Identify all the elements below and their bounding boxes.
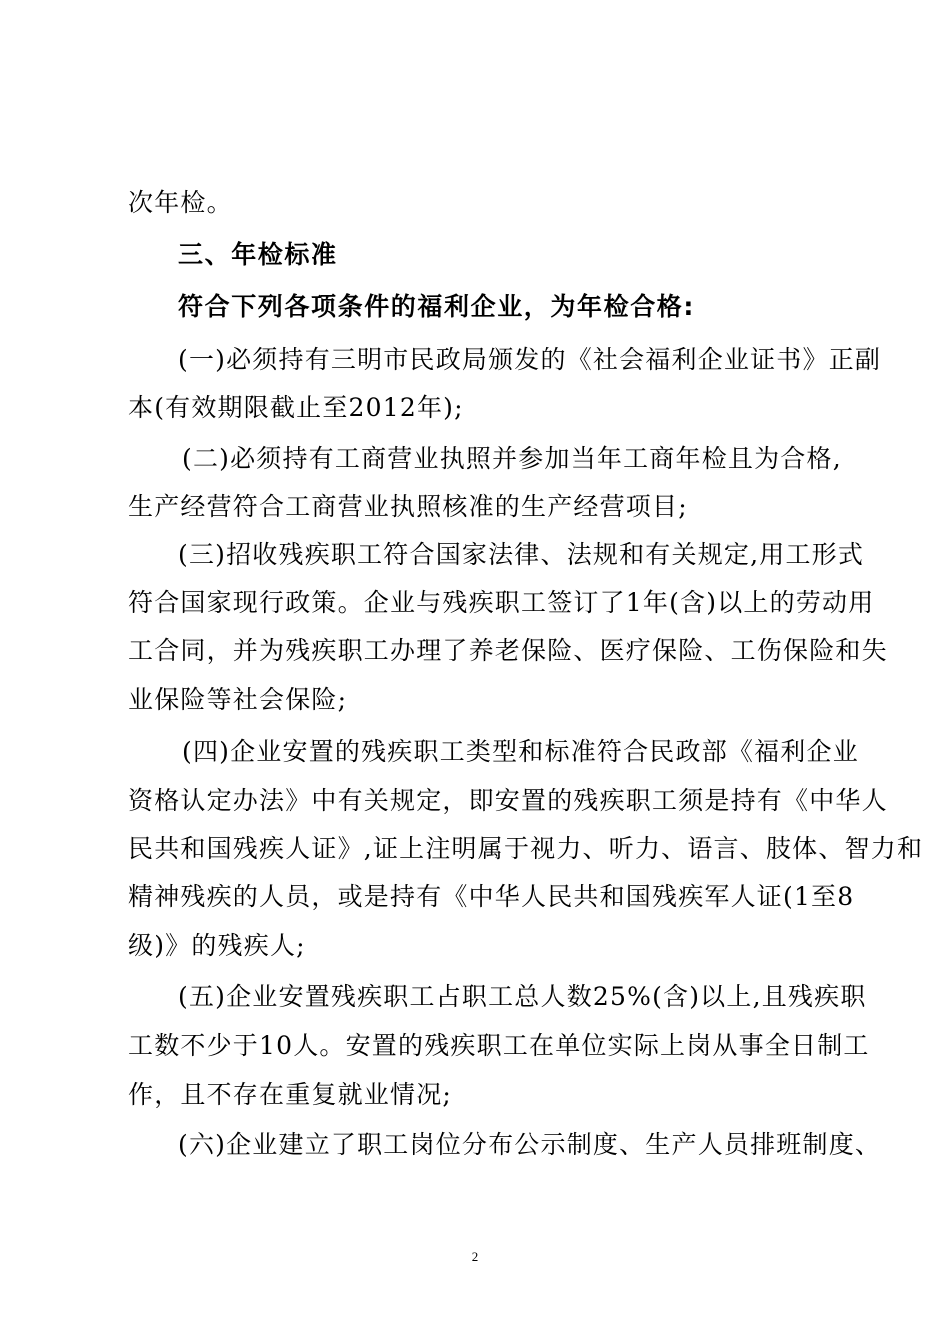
section-heading: 三、年检标准	[178, 240, 338, 269]
page-number: 2	[471, 1249, 479, 1264]
clause-2-line-2: 生产经营符合工商营业执照核准的生产经营项目;	[128, 492, 688, 521]
clause-3-line-1: (三)招收残疾职工符合国家法律、法规和有关规定,用工形式	[178, 540, 865, 569]
clause-3-line-3: 工合同，并为残疾职工办理了养老保险、医疗保险、工伤保险和失	[128, 636, 888, 665]
section-intro: 符合下列各项条件的福利企业，为年检合格:	[178, 292, 695, 321]
clause-4-line-4: 精神残疾的人员，或是持有《中华人民共和国残疾军人证(1至8	[128, 882, 855, 911]
clause-4-line-1: (四)企业安置的残疾职工类型和标准符合民政部《福利企业	[182, 737, 859, 766]
clause-5-line-3: 作，且不存在重复就业情况;	[128, 1080, 453, 1109]
clause-3-line-2: 符合国家现行政策。企业与残疾职工签订了1年(含)以上的劳动用	[128, 588, 875, 617]
clause-6-line-1: (六)企业建立了职工岗位分布公示制度、生产人员排班制度、	[178, 1130, 882, 1159]
clause-5-line-2: 工数不少于10人。安置的残疾职工在单位实际上岗从事全日制工	[128, 1031, 870, 1060]
clause-1-line-2: 本(有效期限截止至2012年);	[128, 393, 464, 422]
clause-3-line-4: 业保险等社会保险;	[128, 685, 348, 714]
clause-4-line-3: 民共和国残疾人证》,证上注明属于视力、听力、语言、肢体、智力和	[128, 834, 924, 863]
clause-1-line-1: (一)必须持有三明市民政局颁发的《社会福利企业证书》正副	[178, 345, 882, 374]
clause-4-line-5: 级)》的残疾人;	[128, 931, 306, 960]
clause-5-line-1: (五)企业安置残疾职工占职工总人数25%(含)以上,且残疾职	[178, 982, 867, 1011]
clause-4-line-2: 资格认定办法》中有关规定，即安置的残疾职工须是持有《中华人	[128, 786, 888, 815]
text-line-continuation: 次年检。	[128, 188, 233, 217]
clause-2-line-1: (二)必须持有工商营业执照并参加当年工商年检且为合格,	[182, 444, 842, 473]
